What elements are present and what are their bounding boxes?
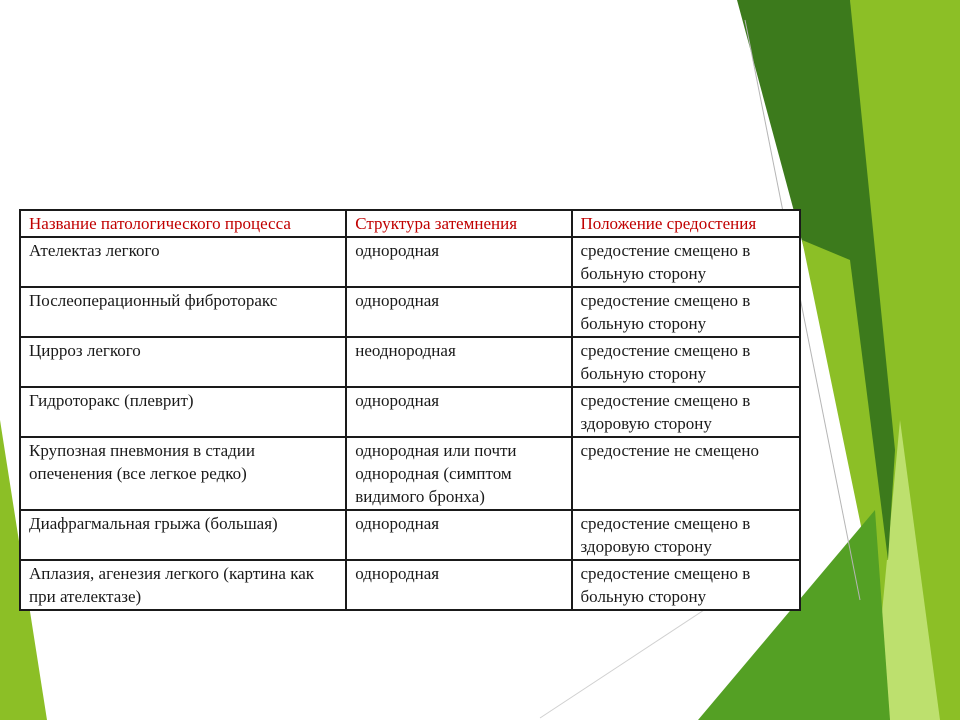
table-row (20, 237, 800, 287)
table-cell: Послеоперационный фиброторакс (20, 287, 346, 337)
header-cell: Структура затемнения (346, 210, 571, 237)
table-cell: однородная (346, 510, 571, 560)
table-cell: Крупозная пневмония в стадии опеченения (все легкое редко) (20, 437, 346, 510)
header-cell: Положение средостения (572, 210, 800, 237)
table-cell: однородная (346, 387, 571, 437)
table-cell: Ателектаз легкого (20, 237, 346, 287)
table-header-row (20, 210, 800, 237)
table-cell: однородная (346, 287, 571, 337)
table-cell: однородная (346, 237, 571, 287)
table-cell: средостение смещено в здоровую сторону (572, 510, 800, 560)
table-cell: однородная или почти однородная (симптом видимого бронха) (346, 437, 571, 510)
table-cell: средостение смещено в больную сторону (572, 237, 800, 287)
table-row (20, 337, 800, 387)
table-cell: неоднородная (346, 337, 571, 387)
table-cell: средостение смещено в больную сторону (572, 287, 800, 337)
table-cell: Диафрагмальная грыжа (большая) (20, 510, 346, 560)
table-cell: средостение смещено в больную сторону (572, 337, 800, 387)
table-cell: Гидроторакс (плеврит) (20, 387, 346, 437)
table-cell: однородная (346, 560, 571, 610)
table-row (20, 560, 800, 610)
table-cell: средостение не смещено (572, 437, 800, 510)
header-cell: Название патологического процесса (20, 210, 346, 237)
table-row (20, 510, 800, 560)
table-cell: Цирроз легкого (20, 337, 346, 387)
pathology-table (19, 209, 801, 611)
table-row (20, 437, 800, 510)
table-cell: средостение смещено в здоровую сторону (572, 387, 800, 437)
table-cell: средостение смещено в больную сторону (572, 560, 800, 610)
table-row (20, 387, 800, 437)
table-cell: Аплазия, агенезия легкого (картина как при ателектазе) (20, 560, 346, 610)
table-row (20, 287, 800, 337)
